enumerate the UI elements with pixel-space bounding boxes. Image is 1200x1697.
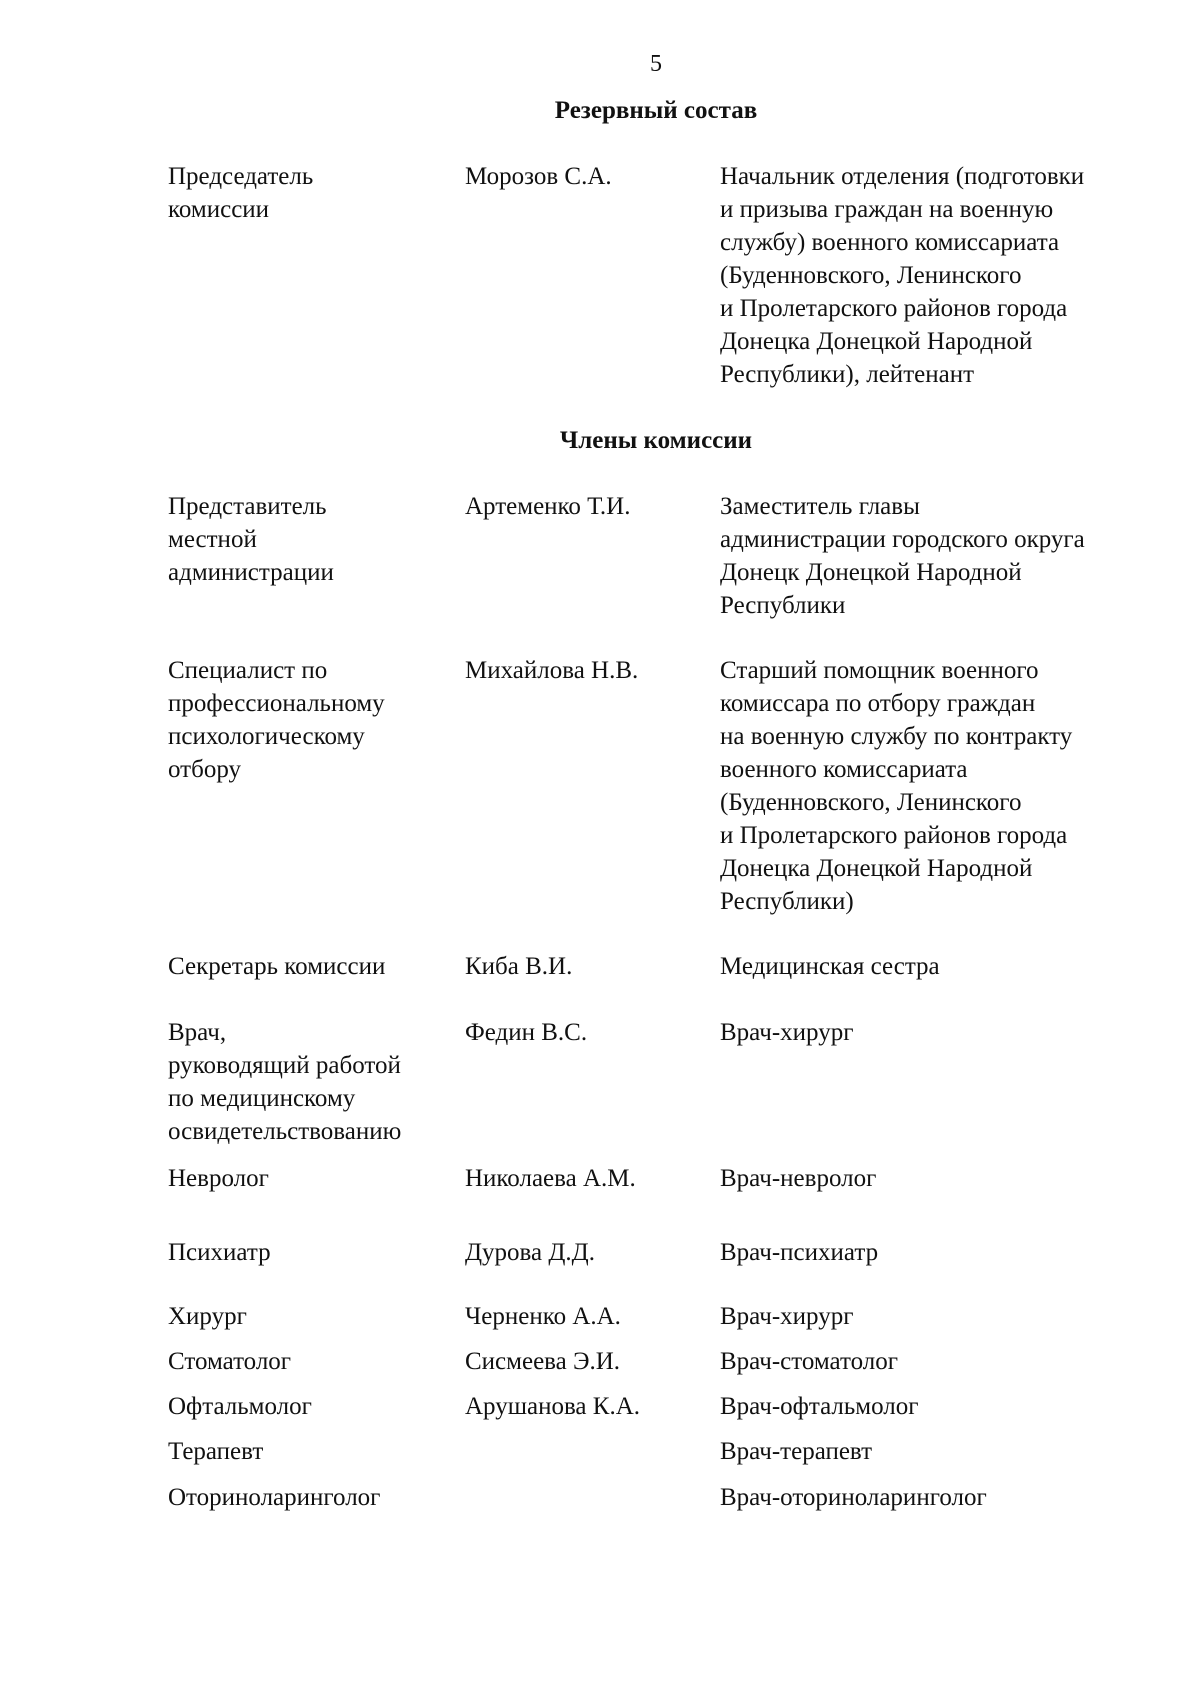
- members-heading: Члены комиссии: [559, 427, 753, 454]
- position-cell: Врач-невролог: [720, 1165, 877, 1192]
- reserve-heading: Резервный состав: [554, 97, 758, 124]
- role-cell: Невролог: [168, 1165, 269, 1192]
- role-cell: Оториноларинголог: [168, 1484, 381, 1511]
- page-number: 5: [650, 51, 662, 77]
- role-cell: Специалист по профессиональному психологическому отбору: [168, 657, 385, 783]
- role-cell: Офтальмолог: [168, 1393, 312, 1420]
- name-cell: Арушанова К.А.: [465, 1393, 640, 1420]
- position-cell: Врач-психиатр: [720, 1239, 879, 1266]
- name-cell: Михайлова Н.В.: [465, 657, 639, 684]
- position-cell: Врач-офтальмолог: [720, 1393, 919, 1420]
- name-cell: Артеменко Т.И.: [465, 493, 631, 520]
- position-cell: Старший помощник военного комиссара по отбору граждан на военную службу по контракту военного комиссариата (Буденновского, Ленинского и Пролетарского районов города Донецка Донецкой Народной Республики): [720, 657, 1073, 915]
- position-cell: Врач-стоматолог: [720, 1348, 898, 1375]
- position-cell: Начальник отделения (подготовки и призыва граждан на военную службу) военного комиссариата (Буденновского, Ленинского и Пролетарского районов города Донецка Донецкой Народной Республики), лейтенант: [720, 163, 1085, 388]
- position-cell: Врач-терапевт: [720, 1438, 873, 1465]
- role-cell: Стоматолог: [168, 1348, 292, 1375]
- role-cell: Врач, руководящий работой по медицинскому освидетельствованию: [168, 1019, 402, 1145]
- position-cell: Врач-хирург: [720, 1303, 854, 1330]
- role-cell: Представитель местной администрации: [168, 493, 334, 586]
- role-cell: Терапевт: [168, 1438, 264, 1465]
- position-cell: Медицинская сестра: [720, 953, 940, 980]
- name-cell: Николаева А.М.: [465, 1165, 636, 1192]
- role-cell: Хирург: [168, 1303, 247, 1330]
- name-cell: Федин В.С.: [465, 1019, 588, 1046]
- role-cell: Председатель комиссии: [168, 163, 314, 223]
- name-cell: Морозов С.А.: [465, 163, 612, 190]
- name-cell: Сисмеева Э.И.: [465, 1348, 621, 1375]
- position-cell: Врач-оториноларинголог: [720, 1484, 987, 1511]
- name-cell: Киба В.И.: [465, 953, 573, 980]
- position-cell: Врач-хирург: [720, 1019, 854, 1046]
- role-cell: Психиатр: [168, 1239, 271, 1266]
- name-cell: Черненко А.А.: [465, 1303, 621, 1330]
- name-cell: Дурова Д.Д.: [465, 1239, 595, 1266]
- position-cell: Заместитель главы администрации городского округа Донецк Донецкой Народной Республики: [720, 493, 1085, 619]
- role-cell: Секретарь комиссии: [168, 953, 386, 980]
